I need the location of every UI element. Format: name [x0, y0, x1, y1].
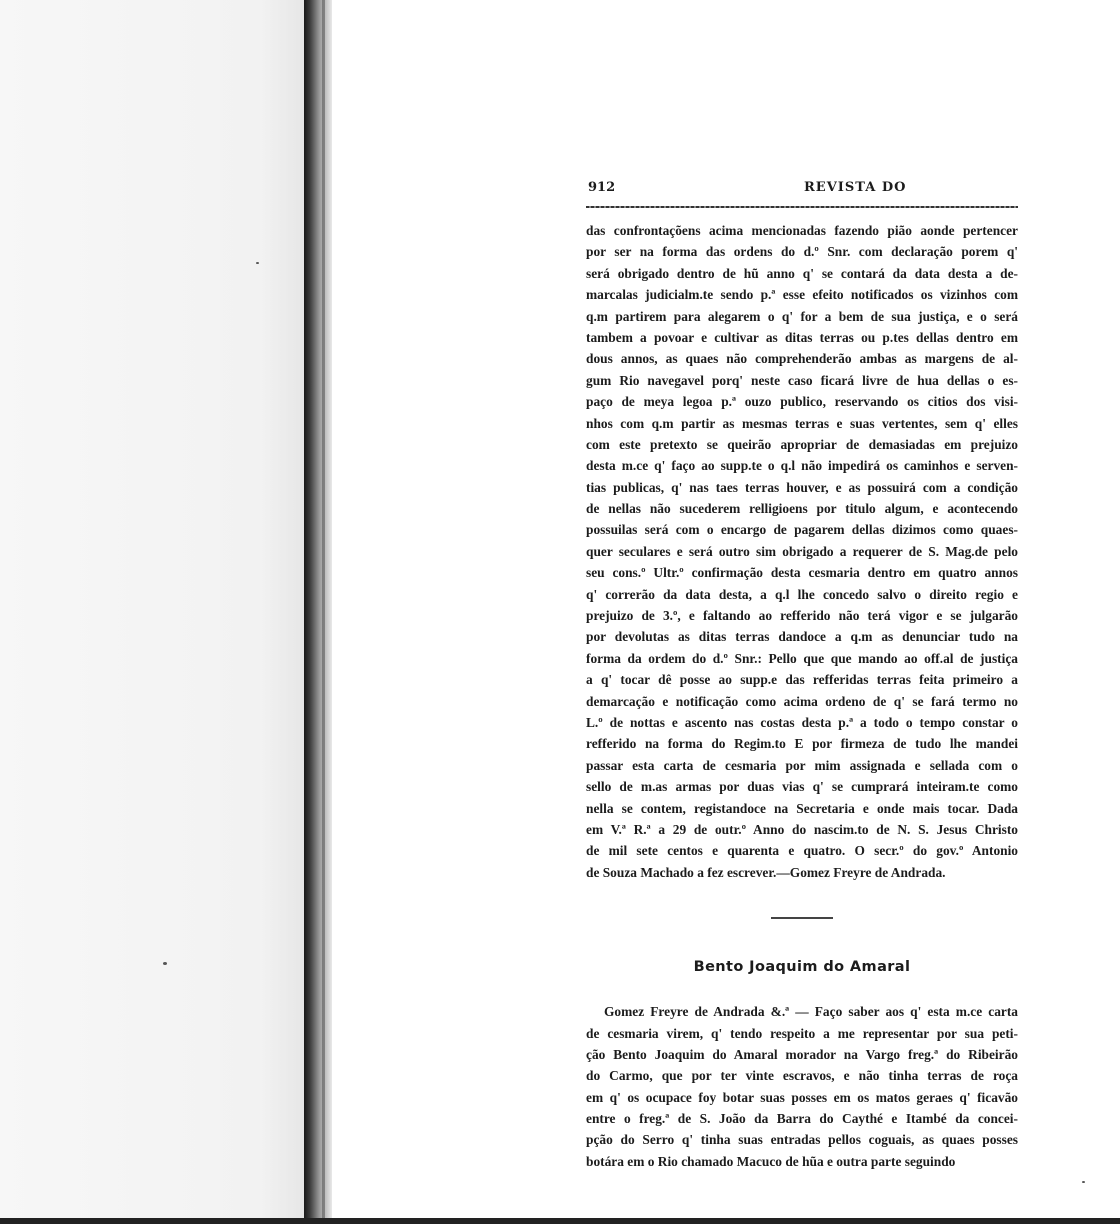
paper-speck	[163, 962, 167, 965]
text-line: a q' tocar dê posse ao supp.e das refferidas terras feita primeiro a	[586, 672, 1018, 688]
text-line: das confrontaçõens acima mencionadas fazendo pião aonde pertencer	[586, 223, 1018, 238]
facing-blank-page	[0, 0, 306, 1224]
text-line: seu cons.º Ultr.º confirmação desta cesmaria dentro em quatro annos	[586, 565, 1018, 581]
text-line: dous annos, as quaes não comprehenderão ambas as margens de al-	[586, 351, 1018, 367]
section-divider	[771, 917, 833, 919]
text-line: de cesmaria virem, q' tendo respeito a me representar por sua peti-	[586, 1025, 1018, 1041]
running-head	[586, 180, 1018, 204]
text-line: Gomez Freyre de Andrada &.ª — Faço saber aos q' esta m.ce carta	[604, 1004, 1018, 1020]
text-line: será obrigado dentro de hũ anno q' se contará da data desta a de-	[586, 265, 1018, 281]
text-line: nella se contem, registandoce na Secretaria e onde mais tocar. Dada	[586, 800, 1018, 816]
section-heading: Bento Joaquim do Amaral	[693, 959, 911, 976]
text-line: marcalas judicialm.te sendo p.ª esse efeito notificados os vizinhos com	[586, 287, 1018, 303]
journal-title: REVISTA DO	[804, 180, 907, 195]
text-line: tambem a povoar e cultivar as ditas terras ou p.tes dellas dentro em	[586, 329, 1018, 345]
text-line: tias publicas, q' nas taes terras houver, e as possuirá com a condição	[586, 479, 1018, 495]
book-gutter-shadow	[304, 0, 332, 1224]
text-line: L.º de nottas e ascento nas costas desta p.ª a todo o tempo constar o	[586, 714, 1018, 730]
right-page-text-column	[586, 180, 1018, 1172]
text-line: possuilas será com o encargo de pagarem dellas dizimos como quaes-	[586, 522, 1018, 538]
text-line: por ser na forma das ordens do d.º Snr. com declaração porem q'	[586, 244, 1018, 260]
text-line: ção Bento Joaquim do Amaral morador na Vargo freg.ª do Ribeirão	[586, 1046, 1018, 1062]
text-line: em q' os ocupace foy botar suas posses em os matos geraes q' ficavão	[586, 1089, 1018, 1105]
text-line: paço de meya legoa p.ª ouzo publico, reservando os citios dos visi-	[586, 394, 1018, 410]
text-line: botára em o Rio chamado Macuco de hũa e outra parte seguindo	[586, 1153, 956, 1169]
document-body-paragraph-1	[586, 220, 1018, 883]
text-line: em V.ª R.ª a 29 de outr.º Anno do nascim.to de N. S. Jesus Christo	[586, 821, 1018, 837]
text-line: por devolutas as ditas terras dandoce a q.m as denunciar tudo na	[586, 629, 1018, 645]
paper-speck	[1082, 1181, 1085, 1183]
page-edge	[322, 0, 325, 1224]
text-line: forma da ordem do d.º Snr.: Pello que que mando ao off.al de justiça	[586, 650, 1018, 666]
text-line: de nellas não sucederem relligioens por titulo algum, e acontecendo	[586, 501, 1018, 517]
text-line: refferido na forma do Regim.to E por firmeza de tudo lhe mandei	[586, 736, 1018, 752]
text-line: q' correrão da data desta, a q.l lhe concedo salvo o direito regio e	[586, 586, 1018, 602]
paper-speck	[256, 262, 259, 264]
text-line: quer seculares e será outro sim obrigado a requerer de S. Mag.de pelo	[586, 543, 1018, 559]
text-line: sello de m.as armas por duas vias q' se cumprará inteiram.te como	[586, 779, 1018, 795]
text-line: de mil sete centos e quarenta e quatro. O secr.º do gov.º Antonio	[586, 843, 1018, 859]
text-line: desta m.ce q' faço ao supp.te o q.l não impedirá os caminhos e serven-	[586, 458, 1018, 474]
text-line: q.m partirem para alegarem o q' for a bem de sua justiça, e o será	[586, 308, 1018, 324]
text-line: prejuizo de 3.º, e faltando ao refferido não terá vigor e se julgarão	[586, 608, 1018, 624]
text-line: de Souza Machado a fez escrever.—Gomez Freyre de Andrada.	[586, 864, 946, 880]
scan-bottom-edge	[0, 1218, 1120, 1224]
text-line: nhos com q.m partir as mesmas terras e suas vertentes, sem q' elles	[586, 415, 1018, 431]
document-body-paragraph-2	[586, 1001, 1018, 1172]
text-line: passar esta carta de cesmaria por mim assignada e sellada com o	[586, 757, 1018, 773]
text-line: entre o freg.ª de S. João da Barra do Caythé e Itambé da concei-	[586, 1111, 1018, 1127]
text-line: pção do Serro q' tinha suas entradas pellos coguais, as quaes posses	[586, 1132, 1018, 1148]
text-line: do Carmo, que por ter vinte escravos, e não tinha terras de roça	[586, 1068, 1018, 1084]
page-number: 912	[588, 180, 616, 195]
header-rule	[586, 206, 1018, 208]
text-line: demarcação e notificação como acima ordeno de q' se fará termo no	[586, 693, 1018, 709]
text-line: gum Rio navegavel porq' neste caso ficará livre de hua dellas o es-	[586, 372, 1018, 388]
text-line: com este pretexto se queirão apropriar de demasiadas em prejuizo	[586, 436, 1018, 452]
